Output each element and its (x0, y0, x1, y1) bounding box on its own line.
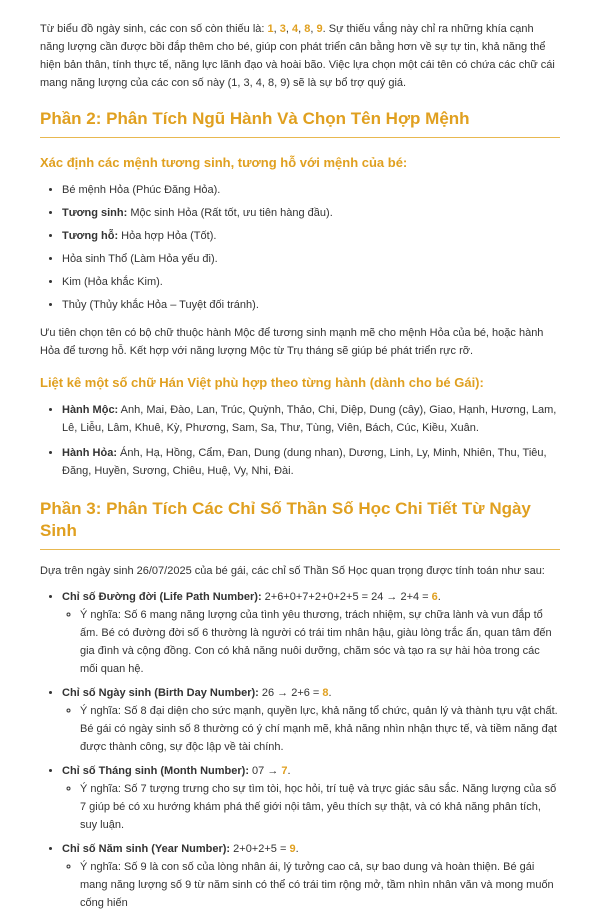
list-item: • Tương hỗ: Hỏa hợp Hỏa (Tốt). (62, 227, 560, 245)
missing-number: 1 (267, 23, 274, 35)
intro-paragraph: Từ biểu đồ ngày sinh, các con số còn thiếu là: 1, 3, 4, 8, 9. Sự thiếu vắng này chỉ ra những khía cạnh năng lượng cần được bồi đắp thêm cho bé, giúp con phát triển cân bằng hơn về sự tự tin, khả năng thể hiện bản thân, tính thực tế, năng lực lãnh đạo và hoài bão. Việc lựa chọn một cái tên có chứa các chữ cái mang năng lượng của các con số này (1, 3, 4, 8, 9) sẽ là sự bổ trợ quý giá. (40, 23, 555, 89)
part2-subheading-names: Liệt kê một số chữ Hán Việt phù hợp theo từng hành (dành cho bé Gái): (40, 375, 484, 390)
intro-text-a: Từ biểu đồ ngày sinh, các con số còn thiếu là: (40, 23, 268, 35)
index-meaning: ◦ Ý nghĩa: Số 6 mang năng lượng của tình yêu thương, trách nhiệm, sự chữa lành và vun đắp tổ ấm. Bé có đường đời số 6 thường là người có trái tim nhân hậu, giàu lòng trắc ẩn, quan tâm đến gia đình và cộng đồng. Con có khả năng nuôi dưỡng, chăm sóc và tạo ra sự hài hòa trong các mối quan hệ. (80, 606, 560, 678)
list-item: • Hành Hỏa: Ánh, Hạ, Hồng, Cẩm, Đan, Dung (dung nhan), Dương, Linh, Ly, Minh, Nhiên, Thu, Tiêu, Đăng, Huyền, Sương, Chiêu, Huệ, Vy, Nhi, Đài. (62, 444, 560, 480)
list-item: • Thủy (Thủy khắc Hỏa – Tuyệt đối tránh). (62, 296, 560, 314)
part2-subheading-elements: Xác định các mệnh tương sinh, tương hỗ với mệnh của bé: (40, 155, 408, 170)
index-item: • Chỉ số Ngày sinh (Birth Day Number): 26 → 2+6 = 8. ◦ Ý nghĩa: Số 8 đại diện cho sức mạnh, quyền lực, khả năng tổ chức, quản lý và thành tựu vật chất. Bé gái có ngày sinh số 8 thường có ý chí mạnh mẽ, khả năng nhìn nhận thực tế, và tiềm năng đạt được thành công, sự độc lập về tài chính. (62, 684, 560, 756)
list-item: • Kim (Hỏa khắc Kim). (62, 273, 560, 291)
name-list (40, 401, 560, 480)
missing-number: 8 (304, 23, 311, 35)
list-item: • Hỏa sinh Thổ (Làm Hỏa yếu đi). (62, 250, 560, 268)
missing-number: 9 (316, 23, 323, 35)
part2-heading: Phần 2: Phân Tích Ngũ Hành Và Chọn Tên Hợp Mệnh (40, 108, 560, 138)
part2-paragraph: Ưu tiên chọn tên có bộ chữ thuộc hành Mộc để tương sinh mạnh mẽ cho mệnh Hỏa của bé, hoặc hành Hỏa để tương hỗ. Kết hợp với năng lượng Mộc từ Trụ tháng sẽ giúp bé phát triển rực rỡ. (40, 327, 544, 357)
intro-text-b: . Sự thiếu vắng này chỉ ra những khía cạnh năng lượng cần được bồi đắp thêm cho bé, giúp con phát triển cân bằng hơn về sự tự tin, khả năng thể hiện bản thân, tính thực tế, năng lực lãnh đạo và hoài bão. Việc lựa chọn một cái tên có chứa các chữ cái mang năng lượng của các con số này (1, 3, 4, 8, 9) sẽ là sự bổ trợ quý giá. (40, 23, 555, 89)
index-meaning: ◦ Ý nghĩa: Số 9 là con số của lòng nhân ái, lý tưởng cao cả, sự bao dung và hoàn thiện. Bé gái mang năng lượng số 9 từ năm sinh có thể có trái tim rộng mở, tầm nhìn nhân văn và mong muốn cống hiến (80, 858, 560, 912)
index-item: • Chỉ số Đường đời (Life Path Number): 2+6+0+7+2+0+2+5 = 24 → 2+4 = 6. ◦ Ý nghĩa: Số 6 mang năng lượng của tình yêu thương, trách nhiệm, sự chữa lành và vun đắp tổ ấm. Bé có đường đời số 6 thường là người có trái tim nhân hậu, giàu lòng trắc ẩn, quan tâm đến gia đình và cộng đồng. Con có khả năng nuôi dưỡng, chăm sóc và tạo ra sự hài hòa trong các mối quan hệ. (62, 588, 560, 678)
part3-intro: Dựa trên ngày sinh 26/07/2025 của bé gái, các chỉ số Thần Số Học quan trọng được tính toán như sau: (40, 565, 545, 577)
element-list (40, 181, 560, 314)
index-item: • Chỉ số Năm sinh (Year Number): 2+0+2+5 = 9. ◦ Ý nghĩa: Số 9 là con số của lòng nhân ái, lý tưởng cao cả, sự bao dung và hoàn thiện. Bé gái mang năng lượng số 9 từ năm sinh có thể có trái tim rộng mở, tầm nhìn nhân văn và mong muốn cống hiến (62, 840, 560, 912)
list-item: • Hành Mộc: Anh, Mai, Đào, Lan, Trúc, Quỳnh, Thảo, Chi, Diệp, Dung (cây), Giao, Hạnh, Hương, Lam, Lê, Liễu, Lâm, Khuê, Kỳ, Phương, Sam, Sa, Thư, Tùng, Viên, Bách, Cúc, Kiều, Xuân. (62, 401, 560, 437)
list-item: • Tương sinh: Mộc sinh Hỏa (Rất tốt, ưu tiên hàng đầu). (62, 204, 560, 222)
list-item: • Bé mệnh Hỏa (Phúc Đăng Hỏa). (62, 181, 560, 199)
numerology-index-list (40, 588, 560, 912)
missing-number: 4 (292, 23, 299, 35)
index-meaning: ◦ Ý nghĩa: Số 7 tượng trưng cho sự tìm tòi, học hỏi, trí tuệ và trực giác sâu sắc. Năng lượng của số 7 giúp bé có xu hướng khám phá thế giới nội tâm, yêu thích sự thật, và có khả năng phân tích, suy luận. (80, 780, 560, 834)
part3-heading: Phần 3: Phân Tích Các Chỉ Số Thần Số Học Chi Tiết Từ Ngày Sinh (40, 498, 560, 550)
index-meaning: ◦ Ý nghĩa: Số 8 đại diện cho sức mạnh, quyền lực, khả năng tổ chức, quản lý và thành tựu vật chất. Bé gái có ngày sinh số 8 thường có ý chí mạnh mẽ, khả năng nhìn nhận thực tế, và tiềm năng đạt được thành công, sự độc lập về tài chính. (80, 702, 560, 756)
index-item: • Chỉ số Tháng sinh (Month Number): 07 → 7. ◦ Ý nghĩa: Số 7 tượng trưng cho sự tìm tòi, học hỏi, trí tuệ và trực giác sâu sắc. Năng lượng của số 7 giúp bé có xu hướng khám phá thế giới nội tâm, yêu thích sự thật, và có khả năng phân tích, suy luận. (62, 762, 560, 834)
missing-number: 3 (279, 23, 286, 35)
